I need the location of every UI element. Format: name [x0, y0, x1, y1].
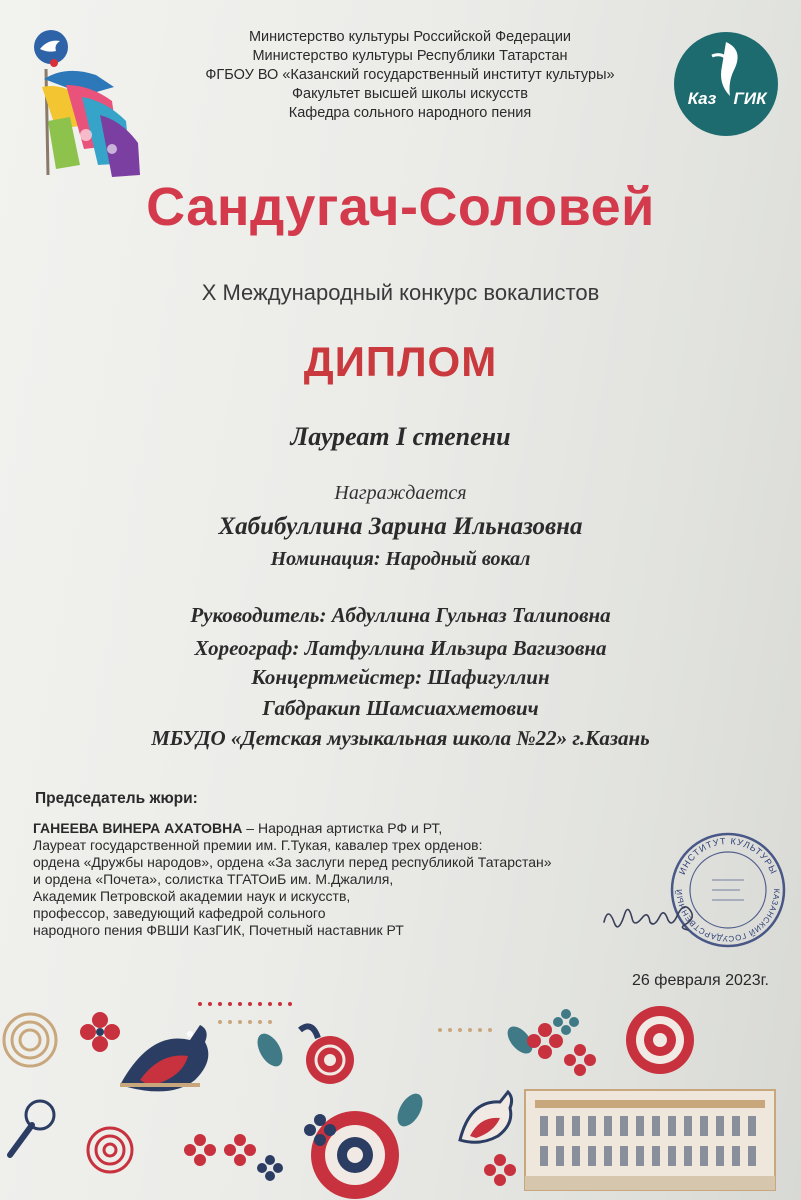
document-type: ДИПЛОМ — [303, 338, 498, 385]
school-line: МБУДО «Детская музыкальная школа №22» г.Казань — [151, 726, 650, 750]
jury-line: ордена «Дружбы народов», ордена «За заслуги перед республикой Татарстан» — [33, 854, 552, 870]
chair-signature — [598, 888, 708, 948]
header-line: ФГБОУ ВО «Казанский государственный институт культуры» — [205, 67, 615, 83]
logo-right-text: ГИК — [733, 89, 767, 108]
stamp-bottom-text: КАЗАНСКИЙ ГОСУДАРСТВЕННЫЙ — [674, 888, 782, 944]
jury-heading: Председатель жюри: — [35, 790, 198, 807]
laureate-degree: Лауреат I степени — [290, 422, 511, 451]
jury-line — [33, 820, 552, 837]
accompanist-name-line: Габдракип Шамсиахметович — [262, 696, 539, 720]
tatar-folk-ornament-border-icon — [0, 990, 801, 1200]
header-line: Министерство культуры Российской Федерации — [248, 29, 572, 45]
header-line: Кафедра сольного народного пения — [288, 105, 532, 121]
nomination: Номинация: Народный вокал — [270, 548, 531, 570]
awarded-label: Награждается — [334, 482, 467, 504]
festival-nightingale-logo-icon — [26, 25, 146, 185]
stamp-top-text: ИНСТИТУТ КУЛЬТУРЫ — [676, 835, 780, 877]
accompanist-line: Концертмейстер: Шафигуллин — [251, 665, 550, 689]
competition-title: Сандугач-Соловей — [146, 177, 655, 237]
leader-line: Руководитель: Абдуллина Гульназ Талиповна — [190, 603, 611, 627]
logo-left-text: Каз — [687, 89, 717, 108]
svg-text:ИНСТИТУТ КУЛЬТУРЫ — [677, 836, 779, 876]
jury-line: Лауреат государственной премии им. Г.Тукая, кавалер трех орденов: — [33, 837, 483, 853]
header-organizations — [150, 28, 670, 123]
kazgik-logo-icon — [672, 30, 780, 138]
jury-chair-title: – Народная артистка РФ и РТ, — [242, 820, 443, 836]
jury-line: профессор, заведующий кафедрой сольного — [33, 905, 326, 921]
jury-line: и ордена «Почета», солистка ТГАТОиБ им. М.Джалиля, — [33, 871, 394, 887]
jury-description — [33, 820, 552, 939]
awardee-name: Хабибуллина Зарина Ильназовна — [218, 513, 583, 540]
jury-line: народного пения ФВШИ КазГИК, Почетный наставник РТ — [33, 922, 404, 938]
issue-date: 26 февраля 2023г. — [632, 972, 769, 989]
jury-line: Академик Петровской академии наук и искусств, — [33, 888, 351, 904]
header-line: Министерство культуры Республики Татарстан — [252, 48, 568, 64]
header-line: Факультет высшей школы искусств — [292, 86, 528, 102]
choreographer-line: Хореограф: Латфуллина Ильзира Вагизовна — [194, 636, 607, 660]
competition-subtitle: X Международный конкурс вокалистов — [201, 280, 600, 305]
jury-chair-name: ГАНЕЕВА ВИНЕРА АХАТОВНА — [33, 820, 243, 836]
